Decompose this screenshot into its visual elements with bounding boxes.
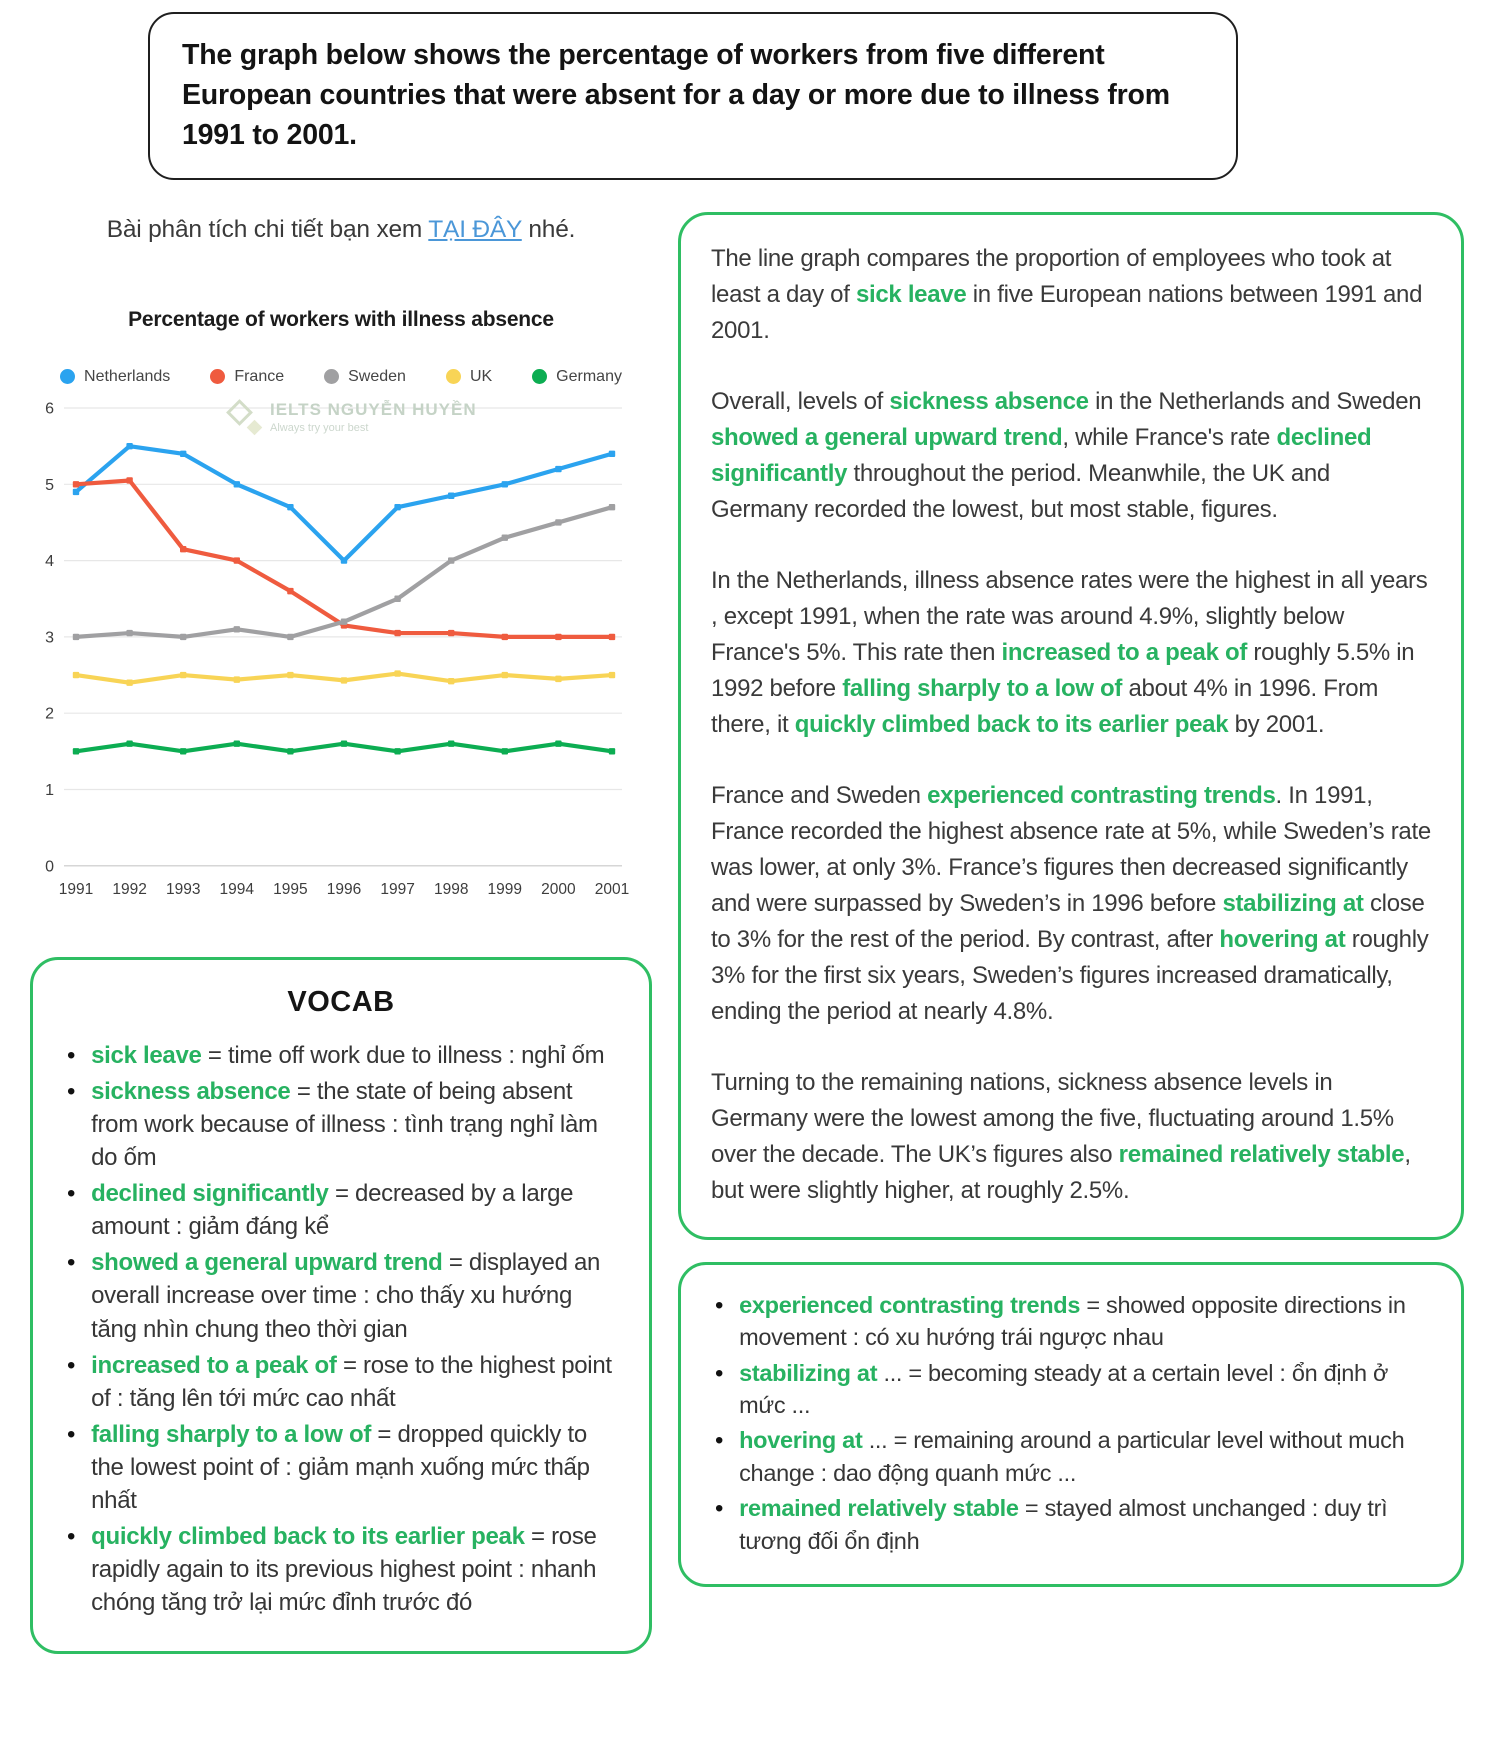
highlight-term: hovering at [1219, 925, 1346, 953]
legend-dot-icon [532, 369, 547, 384]
vocab-box-2 [678, 1262, 1464, 1587]
legend-dot-icon [446, 369, 461, 384]
highlight-term: increased to a peak of [91, 1351, 337, 1379]
highlight-term: falling sharply to a low of [842, 674, 1123, 702]
vocab-item [67, 1520, 623, 1619]
legend-item-sweden [324, 368, 406, 386]
text-segment: In the Netherlands, illness absence rates were the highest in all years , except 1991, when the rate was around 4.9%, slightly below France's 5%. This rate then [711, 566, 1428, 666]
text-segment: throughout the period. Meanwhile, the UK and Germany recorded the lowest, but most stable, figures. [711, 459, 1330, 523]
legend-item-uk [446, 368, 492, 386]
highlight-term: falling sharply to a low of [91, 1420, 372, 1448]
highlight-term: declined significantly [91, 1180, 329, 1208]
svg-text:0: 0 [45, 857, 54, 875]
highlight-term: sickness absence [91, 1077, 291, 1105]
text-segment: = the state of being absent from work because of illness : tình trạng nghỉ làm do ốm [91, 1077, 598, 1171]
text-segment: nhé. [521, 215, 576, 243]
svg-text:4: 4 [45, 552, 54, 570]
text-segment: = time off work due to illness : nghỉ ốm [201, 1041, 605, 1069]
highlight-term: declined significantly [711, 423, 1372, 487]
text-segment: Turning to the remaining nations, sickness absence levels in Germany were the lowest among the five, fluctuating around 1.5% over the decade. The UK’s figures also [711, 1068, 1394, 1168]
text-segment: = decreased by a large amount : giảm đáng kể [91, 1180, 574, 1241]
highlight-term: remained relatively stable [739, 1495, 1019, 1522]
line-chart [30, 398, 652, 909]
text-segment: roughly 3% for the first six years, Sweden’s figures increased dramatically, ending the period at nearly 4.8%. [711, 925, 1429, 1025]
legend-label: Netherlands [84, 367, 171, 385]
left-column [30, 212, 652, 1654]
svg-text:1992: 1992 [112, 880, 147, 898]
highlight-term: increased to a peak of [1001, 638, 1248, 666]
task-title: The graph below shows the percentage of workers from five different European countries that were absent for a day or more due to illness from 1991 to 2001. [182, 39, 1170, 151]
text-segment: by 2001. [1228, 710, 1325, 738]
essay-paragraph [711, 778, 1431, 1030]
text-segment: . In 1991, France recorded the highest absence rate at 5%, while Sweden’s rate was lower, at only 3%. France’s figures then decreased significantly and were surpassed by Sweden’s in 1996 before [711, 781, 1431, 917]
text-segment: , while France's rate [1062, 423, 1277, 451]
text-segment: in five European nations between 1991 and 2001. [711, 280, 1423, 344]
vocab-item [67, 1039, 623, 1072]
svg-text:3: 3 [45, 629, 54, 647]
highlight-term: stabilizing at [1222, 889, 1364, 917]
detail-link[interactable]: TẠI ĐÂY [428, 215, 522, 243]
right-column [678, 212, 1464, 1587]
svg-text:1997: 1997 [380, 880, 415, 898]
svg-text:6: 6 [45, 400, 54, 418]
highlight-term: sick leave [855, 280, 967, 308]
text-segment: = rose to the highest point of : tăng lên tới mức cao nhất [91, 1351, 612, 1412]
svg-text:1995: 1995 [273, 880, 308, 898]
vocab-item [67, 1246, 623, 1345]
svg-text:1: 1 [45, 781, 54, 799]
highlight-term: hovering at [739, 1427, 863, 1454]
highlight-term: stabilizing at [739, 1359, 878, 1386]
svg-text:1993: 1993 [165, 880, 201, 898]
vocab-list-2 [707, 1289, 1435, 1557]
svg-text:1991: 1991 [58, 880, 94, 898]
highlight-term: showed a general upward trend [711, 423, 1063, 451]
vocab-item [67, 1418, 623, 1517]
highlight-term: sickness absence [889, 387, 1089, 415]
svg-text:1994: 1994 [219, 880, 255, 898]
task-title-box [148, 12, 1238, 180]
legend-dot-icon [210, 369, 225, 384]
text-segment: = showed opposite directions in movement : có xu hướng trái ngược nhau [739, 1291, 1406, 1351]
vocab-item [67, 1075, 623, 1174]
essay-paragraph [711, 241, 1431, 349]
text-segment: ... = remaining around a particular level without much change : dao động quanh mức ... [739, 1427, 1405, 1486]
highlight-term: showed a general upward trend [91, 1249, 443, 1277]
chart-legend [30, 368, 652, 386]
text-segment: The line graph compares the proportion of employees who took at least a day of [711, 244, 1392, 308]
legend-item-france [210, 368, 284, 386]
legend-dot-icon [60, 369, 75, 384]
text-segment: = displayed an overall increase over time : cho thấy xu hướng tăng nhìn chung theo thời gian [91, 1249, 601, 1343]
text-segment: close to 3% for the rest of the period. By contrast, after [711, 889, 1425, 953]
text-segment: in the Netherlands and Sweden [1088, 387, 1422, 415]
highlight-term: quickly climbed back to its earlier peak [794, 710, 1229, 738]
text-segment: Overall, levels of [711, 387, 890, 415]
vocab-list [59, 1039, 623, 1620]
essay-box [678, 212, 1464, 1240]
chart-title: Percentage of workers with illness absence [128, 307, 554, 331]
svg-text:2000: 2000 [541, 880, 576, 898]
highlight-term: experienced contrasting trends [739, 1291, 1081, 1318]
watermark-line1: IELTS NGUYỄN HUYỀN [270, 399, 477, 419]
svg-text:1999: 1999 [487, 880, 523, 898]
highlight-term: quickly climbed back to its earlier peak [91, 1523, 525, 1551]
text-segment: France and Sweden [711, 781, 928, 809]
text-segment: = dropped quickly to the lowest point of : giảm mạnh xuống mức thấp nhất [91, 1420, 590, 1515]
legend-label: UK [469, 367, 493, 385]
essay-paragraph [711, 563, 1431, 743]
text-segment: = stayed almost unchanged : duy trì tương đối ổn định [739, 1495, 1388, 1554]
text-segment: , but were slightly higher, at roughly 2.5%. [711, 1140, 1411, 1204]
intro-line [30, 216, 652, 244]
text-segment: ... = becoming steady at a certain level : ổn định ở mức ... [739, 1359, 1389, 1418]
vocab-item [715, 1492, 1435, 1557]
essay-paragraph [711, 1065, 1431, 1209]
svg-text:5: 5 [45, 476, 54, 494]
svg-text:1998: 1998 [433, 880, 469, 898]
vocab-item [715, 1289, 1435, 1354]
text-segment: about 4% in 1996. From there, it [711, 674, 1379, 738]
legend-label: France [234, 367, 285, 385]
text-segment: roughly 5.5% in 1992 before [711, 638, 1415, 702]
highlight-term: remained relatively stable [1118, 1140, 1405, 1168]
svg-text:2: 2 [45, 705, 54, 723]
vocab-item [67, 1349, 623, 1415]
svg-text:2001: 2001 [594, 880, 630, 898]
legend-item-germany [532, 368, 622, 386]
chart-plot [30, 398, 630, 904]
vocab-item [715, 1424, 1435, 1489]
essay-paragraph [711, 384, 1431, 528]
legend-dot-icon [324, 369, 339, 384]
vocab-item [715, 1357, 1435, 1422]
legend-item-netherlands [60, 368, 170, 386]
highlight-term: sick leave [91, 1041, 202, 1069]
vocab-item [67, 1177, 623, 1243]
highlight-term: experienced contrasting trends [927, 781, 1276, 809]
text-segment: = rose rapidly again to its previous highest point : nhanh chóng tăng trở lại mức đỉnh trước đó [91, 1523, 597, 1617]
text-segment: Bài phân tích chi tiết bạn xem [106, 215, 429, 243]
legend-label: Sweden [348, 367, 406, 385]
svg-text:1996: 1996 [326, 880, 362, 898]
legend-label: Germany [556, 367, 622, 385]
vocab-box [30, 957, 652, 1654]
content-columns [0, 212, 1512, 1654]
vocab-title: VOCAB [287, 985, 395, 1018]
watermark-line2: Always try your best [270, 421, 369, 434]
